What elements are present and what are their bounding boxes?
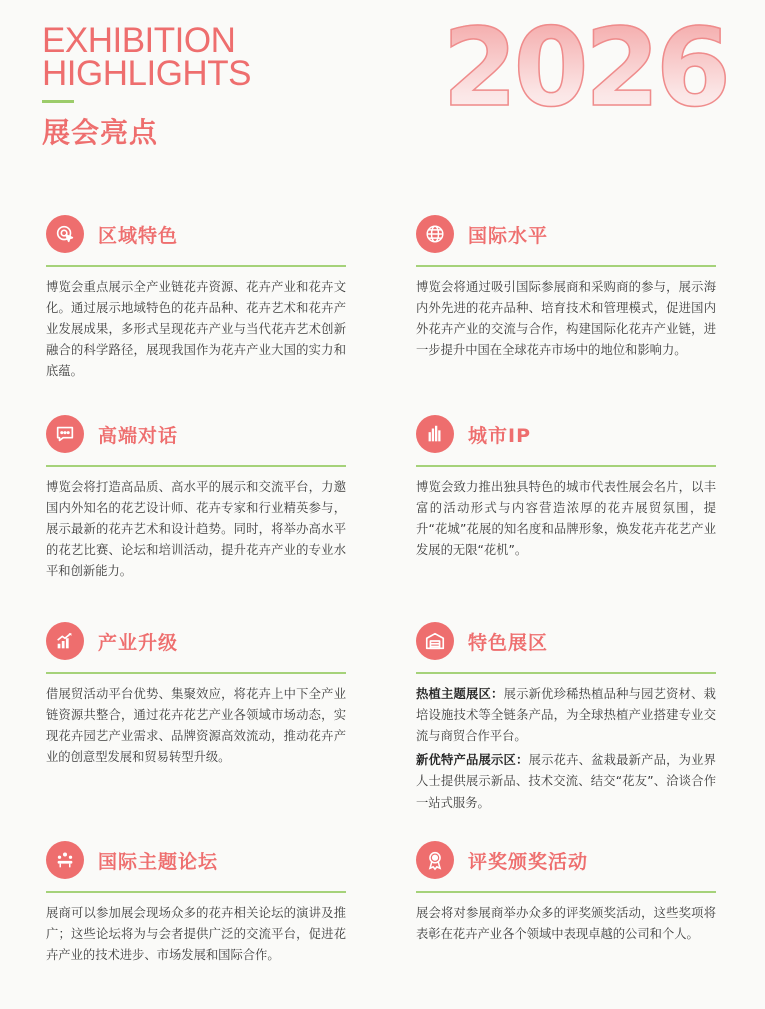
card-industry-upgrade	[46, 622, 346, 768]
chat-bubble-icon	[46, 415, 84, 453]
card-divider	[416, 672, 716, 674]
card-title: 评奖颁奖活动	[468, 850, 589, 873]
zone-label: 热植主题展区：	[416, 686, 504, 701]
card-title: 国际水平	[468, 224, 549, 247]
card-city-ip	[416, 415, 716, 561]
title-en-line2: HIGHLIGHTS	[42, 54, 251, 93]
card-divider	[46, 672, 346, 674]
zone-item	[416, 684, 716, 748]
card-regional-features	[46, 215, 346, 383]
card-title: 产业升级	[98, 631, 179, 654]
card-international-level	[416, 215, 716, 361]
card-awards	[416, 841, 716, 945]
year-display: 2026	[442, 6, 727, 131]
card-divider	[416, 265, 716, 267]
city-skyline-icon	[416, 415, 454, 453]
globe-icon	[416, 215, 454, 253]
card-international-forum	[46, 841, 346, 966]
growth-chart-icon	[46, 622, 84, 660]
card-body: 博览会将通过吸引国际参展商和采购商的参与，展示海内外先进的花卉品种、培育技术和管理模式，促进国内外花卉产业的交流与合作，构建国际化花卉产业链，进一步提升中国在全球花卉市场中的地位和影响力。	[416, 279, 716, 358]
card-divider	[416, 891, 716, 893]
card-title: 特色展区	[468, 631, 549, 654]
card-body: 展商可以参加展会现场众多的花卉相关论坛的演讲及推广；这些论坛将为与会者提供广泛的交流平台，促进花卉产业的技术进步、市场发展和国际合作。	[46, 905, 346, 962]
card-body: 博览会重点展示全产业链花卉资源、花卉产业和花卉文化。通过展示地域特色的花卉品种、花卉艺术和花卉产业发展成果，多形式呈现花卉产业与当代花卉艺术创新融合的科学路径，展现我国作为花卉产业大国的实力和底蕴。	[46, 279, 346, 379]
card-title: 国际主题论坛	[98, 850, 219, 873]
card-high-end-dialogue	[46, 415, 346, 583]
zone-label: 新优特产品展示区：	[416, 753, 529, 768]
card-title: 高端对话	[98, 424, 179, 447]
card-divider	[46, 465, 346, 467]
header	[42, 21, 251, 151]
zone-text: 展示花卉、盆栽最新产品，为业界人士提供展示新品、技术交流、结交“花友”、洽谈合作一站式服务。	[416, 753, 716, 810]
card-divider	[46, 265, 346, 267]
card-featured-zones	[416, 622, 716, 814]
title-en-line1: EXHIBITION	[42, 21, 236, 60]
conference-icon	[46, 841, 84, 879]
page-title: 展会亮点	[42, 116, 159, 149]
card-title: 城市IP	[468, 424, 531, 447]
card-body: 博览会致力推出独具特色的城市代表性展会名片，以丰富的活动形式与内容营造浓厚的花卉展贸氛围，提升“花城”花展的知名度和品牌形象，焕发花卉花艺产业发展的无限“花机”。	[416, 479, 716, 558]
title-divider	[42, 100, 74, 103]
card-body: 借展贸活动平台优势、集聚效应，将花卉上中下全产业链资源共整合，通过花卉花艺产业各领域市场动态，实现花卉园艺产业需求、品牌资源高效流动，推动花卉产业的创意型发展和贸易转型升级。	[46, 686, 346, 765]
card-body: 展会将对参展商举办众多的评奖颁奖活动，这些奖项将表彰在花卉产业各个领域中表现卓越的公司和个人。	[416, 905, 716, 941]
award-medal-icon	[416, 841, 454, 879]
zone-text: 展示新优珍稀热植品种与园艺资材、栽培设施技术等全链条产品，为全球热植产业搭建专业交流与商贸合作平台。	[416, 686, 716, 743]
card-divider	[416, 465, 716, 467]
card-title: 区域特色	[98, 224, 179, 247]
zone-item	[416, 750, 716, 814]
card-divider	[46, 891, 346, 893]
card-body	[416, 684, 716, 814]
storefront-icon	[416, 622, 454, 660]
card-body: 博览会将打造高品质、高水平的展示和交流平台，力邀国内外知名的花艺设计师、花卉专家和行业精英参与，展示最新的花卉艺术和设计趋势。同时，将举办高水平的花艺比赛、论坛和培训活动，提升花卉产业的专业水平和创新能力。	[46, 479, 346, 579]
cursor-click-icon	[46, 215, 84, 253]
